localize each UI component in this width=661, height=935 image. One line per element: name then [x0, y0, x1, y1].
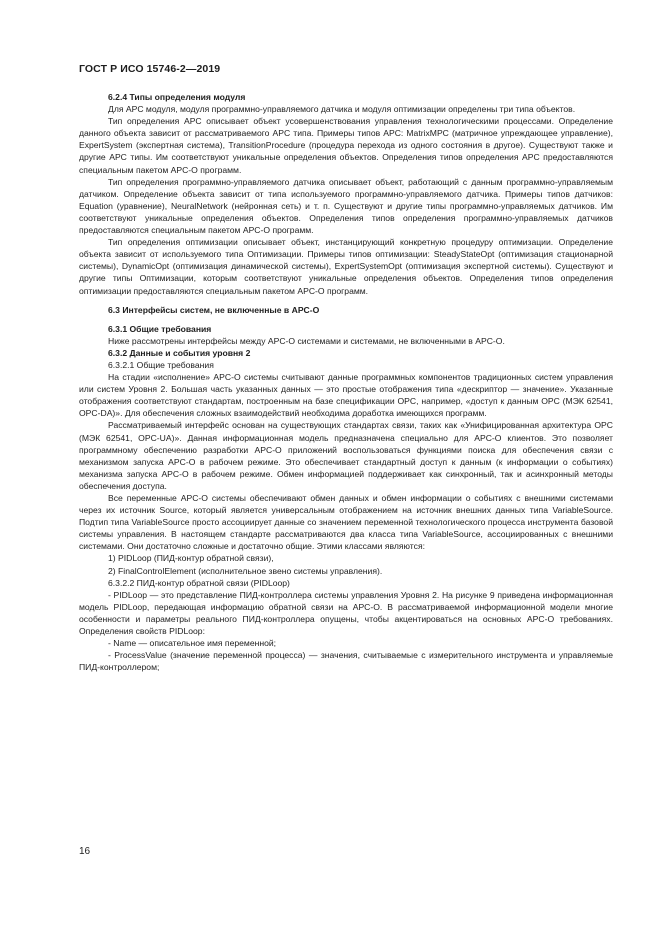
paragraph: На стадии «исполнение» APC-O системы считывают данные программных компонентов традиционных систем управления или систем Уровня 2. Большая часть указанных данных — это простые отображения типа «дескриптор — значение». Указанные отображения соответствуют стандартам, построенным на базе спецификации OPC, например, «доступ к данным OPC (МЭК 62541, OPC-DA)». Для обеспечения сложных взаимодействий необходима доработка имеющихся программ.: [79, 372, 613, 419]
list-item: 2) FinalControlElement (исполнительное звено системы управления).: [108, 565, 383, 576]
paragraph: Рассматриваемый интерфейс основан на существующих стандартах связи, таких как «Унифицированная архитектура OPC (МЭК 62541, OPC-UA)». Данная информационная модель предназначена специально для APC-O клиентов. Это позволяет программному обеспечению разработки APC-O приложений воспользоваться функциями поиска для обеспечения связи с механизмом запуска APC-O в рабочем режиме. Это обеспечивает стандартный доступ к данным (к информации о событиях) механизма запуска APC-O в рабочем режиме. Обмен информацией поддерживает как синхронный, так и асинхронный методы обеспечения доступа.: [79, 420, 613, 491]
page-number: 16: [79, 846, 91, 857]
section-heading-6-3-1: 6.3.1 Общие требования: [108, 323, 212, 334]
section-heading-6-3-2: 6.3.2 Данные и события уровня 2: [108, 347, 251, 358]
document-header: ГОСТ Р ИСО 15746-2—2019: [79, 63, 221, 75]
list-item: 1) PIDLoop (ПИД-контур обратной связи),: [108, 553, 274, 564]
subsection-heading-6-3-2-2: 6.3.2.2 ПИД-контур обратной связи (PIDLoop): [108, 577, 290, 588]
paragraph: Ниже рассмотрены интерфейсы между APC-O системами и системами, не включенными в APC-O.: [108, 335, 505, 346]
paragraph: Тип определения оптимизации описывает объект, инстанцирующий конкретную процедуру оптимизации. Определение объекта зависит от используемого типа Оптимизации. Примеры типов оптимизации: SteadyStateOpt (оптимизация стационарной системы), DynamicOpt (оптимизация динамической системы), ExpertSystemOpt (оптимизация экспертной системы). Существуют и другие типы Оптимизации, которым соответствуют уникальные определения объектов. Определения типов определения оптимизации предоставляются специальным пакетом APC-O программ.: [79, 237, 613, 296]
paragraph: Тип определения APC описывает объект усовершенствования управления технологическими процессами. Определение данного объекта зависит от рассматриваемого APC типа. Примеры типов APC: MatrixMPC (матричное упреждающее управление), ExpertSystem (экспертная система), TransitionProcedure (процедура перехода из одного состояния в другое). Существуют также и другие APC типы. Им соответствуют уникальные определения объектов. Определения типов определения APC предоставляются специальным пакетом APC-O программ.: [79, 116, 613, 175]
paragraph: - PIDLoop — это представление ПИД-контроллера системы управления Уровня 2. На рисунке 9 приведена информационная модель PIDLoop, передающая информацию обратной связи на APC-O. В рассматриваемой информационной модели многие особенности и параметры реального ПИД-контроллера опущены, чтобы акцентироваться на основных APC-O требованиях. Определения свойств PIDLoop:: [79, 589, 613, 637]
page-content: [79, 91, 613, 673]
paragraph: Тип определения программно-управляемого датчика описывает объект, работающий с данным программно-управляемым датчиком. Определение объекта зависит от типа используемого программно-управляемого датчика. Примеры типов датчиков: Equation (уравнение), NeuralNetwork (нейронная сеть) и т. п. Существуют и другие типы программно-управляемых датчиков. Им соответствуют уникальные определения объектов. Определения типов определения программно-управляемых датчиков предоставляются специальным пакетом APC-O программ.: [79, 176, 613, 236]
list-item: - Name — описательное имя переменной;: [108, 638, 277, 649]
subsection-heading-6-3-2-1: 6.3.2.1 Общие требования: [108, 359, 214, 370]
paragraph: Все переменные APC-O системы обеспечивают обмен данных и обмен информации о событиях с внешними системами через их источник Source, который является универсальным отображением на источник внешних данных типа VariableSource. Подтип типа VariableSource просто ассоциирует данные со значением переменной технологического процесса инструмента базовой системы управления. В настоящем стандарте рассматриваются два класса типа VariableSource, ассоциированных с внешними системами. Они достаточно сложные и достаточно общие. Этими классами являются:: [79, 493, 613, 552]
section-heading-6-3: 6.3 Интерфейсы систем, не включенные в APC-O: [108, 304, 320, 315]
paragraph: Для APC модуля, модуля программно-управляемого датчика и модуля оптимизации определены три типа объектов.: [108, 104, 576, 115]
list-item: - ProcessValue (значение переменной процесса) — значения, считываемые с измерительного инструмента и управляемые ПИД-контроллером;: [79, 650, 613, 673]
section-heading-6-2-4: 6.2.4 Типы определения модуля: [108, 92, 246, 102]
